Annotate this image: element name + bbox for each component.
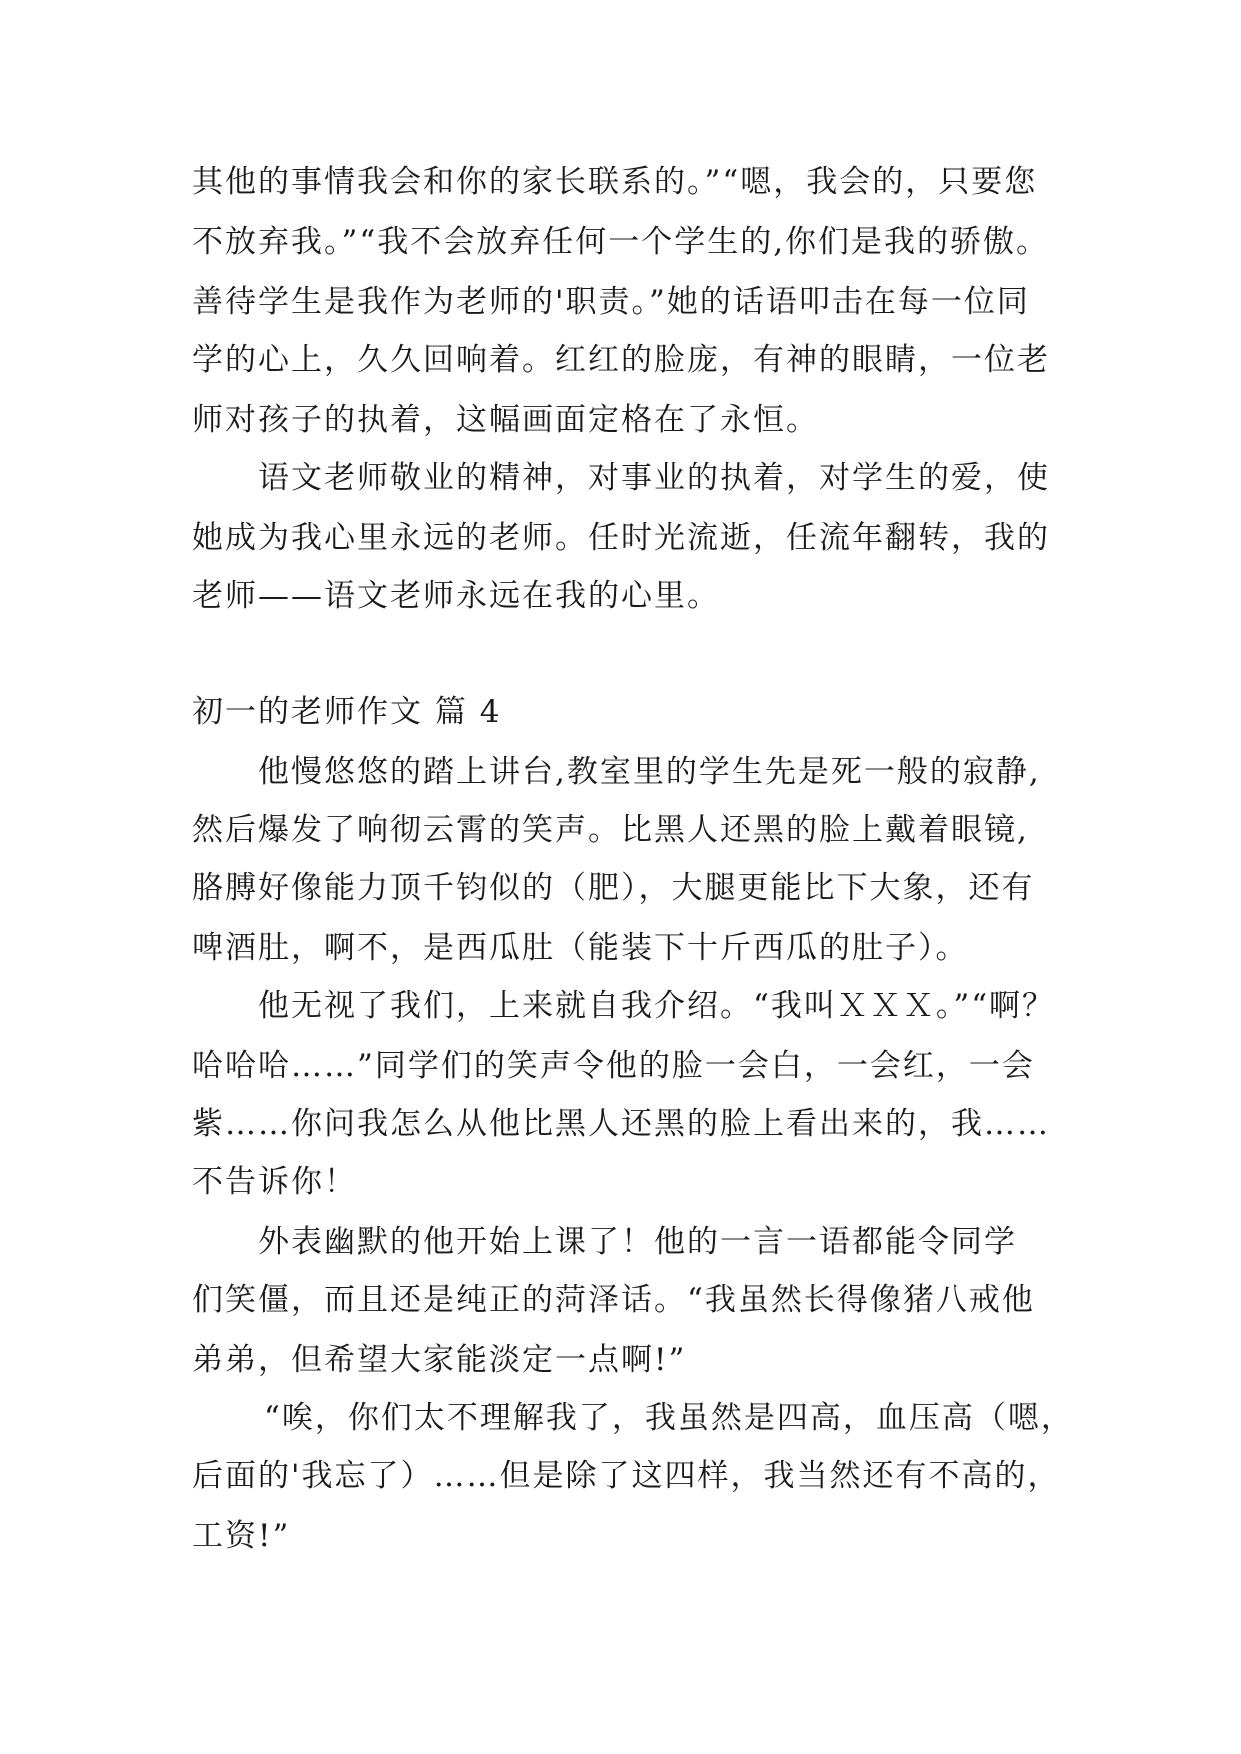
text-line: 不放弃我。”“我不会放弃任何一个学生的,你们是我的骄傲。 — [192, 224, 1050, 260]
text-line: 她成为我心里永远的老师。任时光流逝，任流年翻转，我的 — [192, 520, 1050, 556]
text-line: 不告诉你！ — [192, 1164, 357, 1200]
text-line: 然后爆发了响彻云霄的笑声。比黑人还黑的脸上戴着眼镜, — [192, 812, 1029, 848]
section-heading: 初一的老师作文 篇 4 — [192, 694, 502, 730]
text-line: 啤酒肚，啊不，是西瓜肚（能装下十斤西瓜的肚子）。 — [192, 930, 969, 966]
text-line: 善待学生是我作为老师的'职责。”她的话语叩击在每一位同 — [192, 284, 1030, 320]
paragraph-start: 他慢悠悠的踏上讲台,教室里的学生先是死一般的寂静, — [258, 754, 1041, 790]
text-line: 其他的事情我会和你的家长联系的。”“嗯，我会的，只要您 — [192, 164, 1038, 200]
text-line: 学的心上，久久回响着。红红的脸庞，有神的眼睛，一位老 — [192, 342, 1050, 378]
text-line: 哈哈哈……”同学们的笑声令他的脸一会白，一会红，一会 — [192, 1048, 1035, 1084]
paragraph-start: 外表幽默的他开始上课了！他的一言一语都能令同学 — [258, 1224, 1017, 1260]
paragraph-start: “唉，你们太不理解我了，我虽然是四高，血压高（嗯， — [264, 1400, 1074, 1436]
paragraph-start: 语文老师敬业的精神，对事业的执着，对学生的爱，使 — [258, 460, 1050, 496]
text-line: 老师——语文老师永远在我的心里。 — [192, 578, 720, 614]
text-line: 们笑僵，而且还是纯正的菏泽话。“我虽然长得像猪八戒他 — [192, 1282, 1035, 1318]
text-line: 紫……你问我怎么从他比黑人还黑的脸上看出来的，我…… — [192, 1106, 1050, 1142]
paragraph-start: 他无视了我们，上来就自我介绍。“我叫ＸＸＸ。”“啊？ — [258, 988, 1056, 1024]
text-line: 工资!” — [192, 1518, 291, 1554]
text-line: 后面的'我忘了）……但是除了这四样，我当然还有不高的， — [192, 1458, 1061, 1494]
text-line: 胳膊好像能力顶千钧似的（肥），大腿更能比下大象，还有 — [192, 870, 1035, 906]
text-line: 弟弟，但希望大家能淡定一点啊!” — [192, 1342, 687, 1378]
text-line: 师对孩子的执着，这幅画面定格在了永恒。 — [192, 402, 819, 438]
